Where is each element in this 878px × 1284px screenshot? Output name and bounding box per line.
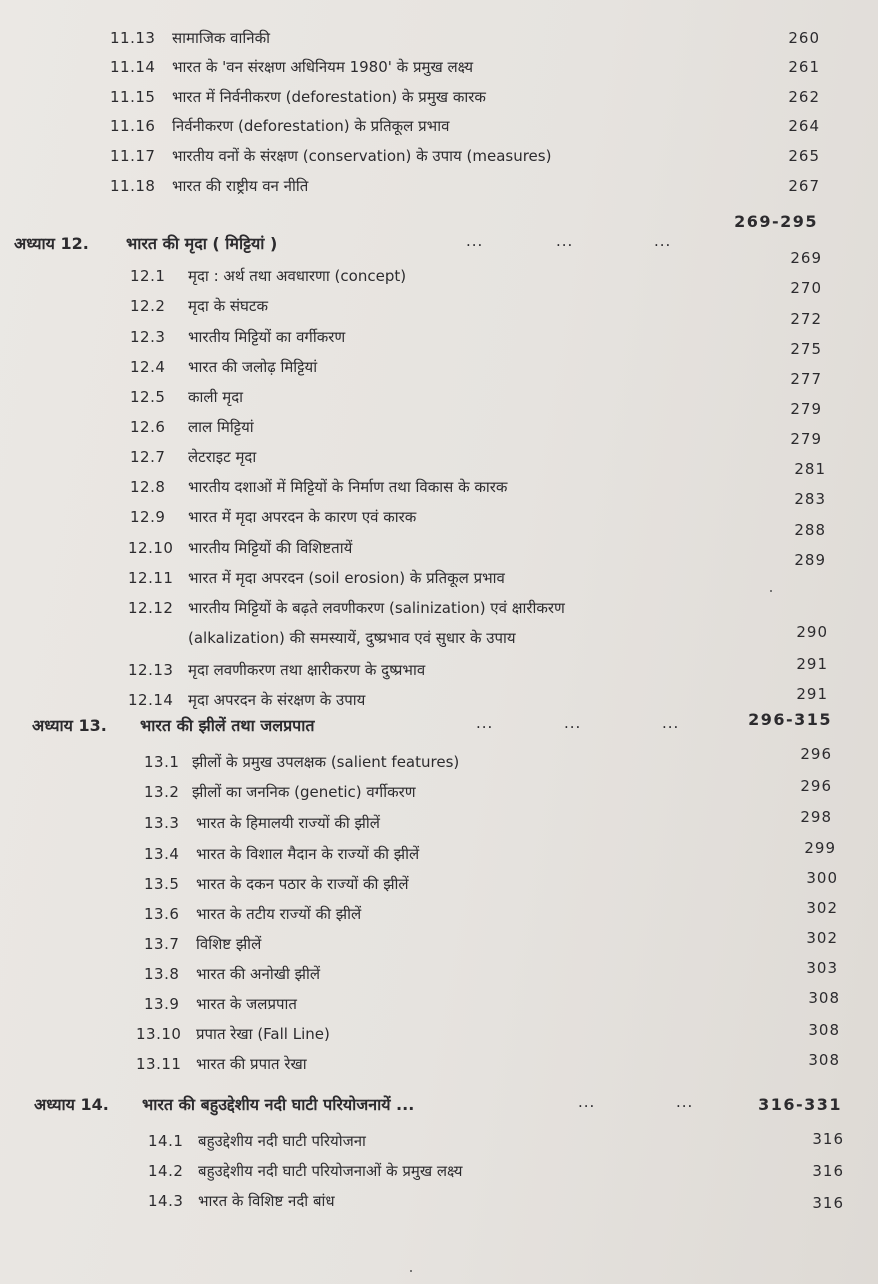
toc-entry (130, 310, 822, 351)
toc-entry (148, 1157, 844, 1185)
entry-title: झीलों के प्रमुख उपलक्षक (salient features) (192, 753, 460, 771)
entry-number: 11.18 (110, 177, 156, 195)
entry-page: 299 (804, 839, 836, 857)
entry-page: 279 (790, 400, 822, 418)
entry-title: भारत के विशाल मैदान के राज्यों की झीलें (196, 845, 420, 863)
entry-title: भारत की प्रपात रेखा (196, 1055, 307, 1073)
entry-title: बहुउद्देशीय नदी घाटी परियोजनाओं के प्रमुख लक्ष्य (198, 1162, 463, 1180)
entry-number: 12.5 (130, 388, 166, 406)
entry-title: भारत की अनोखी झीलें (196, 965, 321, 983)
toc-entry (110, 112, 820, 140)
entry-page: 272 (790, 310, 822, 328)
leader-dots: ... (556, 232, 574, 250)
toc-entry (144, 745, 832, 776)
toc-entry (144, 960, 838, 988)
entry-number: 12.12 (128, 599, 174, 617)
entry-number: 13.1 (144, 753, 180, 771)
entry-page: 302 (806, 929, 838, 947)
entry-page: 302 (806, 899, 838, 917)
toc-entry (130, 430, 822, 471)
entry-page: 308 (808, 1021, 840, 1039)
entry-page: 265 (788, 147, 820, 165)
entry-page: 267 (788, 177, 820, 195)
entry-number: 12.11 (128, 569, 174, 587)
toc-entry (130, 460, 826, 501)
leader-dots: ... (578, 1093, 596, 1111)
toc-entry (144, 990, 840, 1018)
entry-title: भारतीय वनों के संरक्षण (conservation) के उपाय (measures) (172, 147, 552, 165)
toc-entry (130, 370, 822, 411)
entry-number: 14.1 (148, 1132, 184, 1150)
entry-page: 296 (800, 777, 832, 795)
entry-title: मृदा लवणीकरण तथा क्षारीकरण के दुष्प्रभाव (188, 661, 426, 679)
entry-title: निर्वनीकरण (deforestation) के प्रतिकूल प्रभाव (172, 117, 450, 135)
entry-number: 11.16 (110, 117, 156, 135)
chapter-label: अध्याय 12. (14, 234, 89, 253)
entry-number: 12.7 (130, 448, 166, 466)
chapter-title: भारत की झीलें तथा जलप्रपात (140, 716, 315, 735)
leader-dots: ... (466, 232, 484, 250)
toc-entry (110, 24, 820, 52)
chapter-heading (34, 1091, 842, 1119)
entry-number: 12.2 (130, 297, 166, 315)
entry-page: 275 (790, 340, 822, 358)
entry-title: मृदा अपरदन के संरक्षण के उपाय (188, 691, 366, 709)
entry-number: 13.10 (136, 1025, 182, 1043)
chapter-pages: 269-295 (734, 212, 818, 231)
toc-entry (110, 53, 820, 81)
entry-page: 316 (812, 1162, 844, 1180)
entry-page: 283 (794, 490, 826, 508)
entry-number: 13.2 (144, 783, 180, 801)
toc-entry (144, 840, 836, 868)
entry-title: भारत के जलप्रपात (196, 995, 297, 1013)
entry-number: 13.11 (136, 1055, 182, 1073)
entry-page: 316 (812, 1194, 844, 1212)
print-speck (770, 590, 772, 592)
toc-entry (130, 249, 822, 290)
leader-dots: ... (476, 714, 494, 732)
entry-title: बहुउद्देशीय नदी घाटी परियोजना (198, 1132, 366, 1150)
entry-number: 12.10 (128, 539, 174, 557)
entry-page: 303 (806, 959, 838, 977)
entry-number: 12.8 (130, 478, 166, 496)
entry-number: 12.14 (128, 691, 174, 709)
entry-title: भारत के विशिष्ट नदी बांध (198, 1192, 335, 1210)
chapter-pages: 316-331 (758, 1095, 842, 1114)
entry-number: 13.5 (144, 875, 180, 893)
leader-dots: ... (654, 232, 672, 250)
entry-number: 12.13 (128, 661, 174, 679)
entry-page: 277 (790, 370, 822, 388)
entry-page: 298 (800, 808, 832, 826)
entry-page: 279 (790, 430, 822, 448)
toc-entry (144, 809, 832, 837)
chapter-title: भारत की मृदा ( मिट्टियां ) (126, 234, 278, 253)
entry-page: 308 (808, 1051, 840, 1069)
toc-entry (110, 142, 820, 170)
entry-number: 11.17 (110, 147, 156, 165)
toc-entry (110, 83, 820, 111)
entry-page: 308 (808, 989, 840, 1007)
entry-title: भारत के हिमालयी राज्यों की झीलें (196, 814, 380, 832)
entry-page: 270 (790, 279, 822, 297)
entry-number: 12.3 (130, 328, 166, 346)
entry-title: सामाजिक वानिकी (172, 29, 271, 47)
chapter-label: अध्याय 14. (34, 1095, 109, 1114)
toc-entry (128, 594, 828, 622)
entry-title: विशिष्ट झीलें (196, 935, 262, 953)
entry-page: 281 (794, 460, 826, 478)
entry-title: भारत में निर्वनीकरण (deforestation) के प्रमुख कारक (172, 88, 486, 106)
entry-page: 261 (788, 58, 820, 76)
entry-number: 12.6 (130, 418, 166, 436)
entry-number: 13.6 (144, 905, 180, 923)
toc-entry (128, 551, 826, 592)
entry-title: भारत के दकन पठार के राज्यों की झीलें (196, 875, 409, 893)
entry-title: भारतीय दशाओं में मिट्टियों के निर्माण तथा विकास के कारक (188, 478, 508, 496)
toc-entry (144, 870, 838, 898)
toc-entry (148, 1187, 844, 1215)
entry-title: भारत की राष्ट्रीय वन नीति (172, 177, 309, 195)
entry-number: 12.1 (130, 267, 166, 285)
entry-title: लेटराइट मृदा (188, 448, 257, 466)
entry-page: 290 (796, 623, 828, 641)
print-speck (410, 1270, 412, 1272)
toc-entry (128, 521, 826, 562)
entry-page: 262 (788, 88, 820, 106)
entry-number: 11.15 (110, 88, 156, 106)
entry-title: झीलों का जननिक (genetic) वर्गीकरण (192, 783, 416, 801)
entry-title: भारतीय मिट्टियों की विशिष्टतायें (188, 539, 353, 557)
entry-title: भारत में मृदा अपरदन (soil erosion) के प्रतिकूल प्रभाव (188, 569, 505, 587)
entry-number: 11.14 (110, 58, 156, 76)
entry-title: भारत के 'वन संरक्षण अधिनियम 1980' के प्रमुख लक्ष्य (172, 58, 474, 76)
entry-number: 13.3 (144, 814, 180, 832)
toc-entry (148, 1127, 844, 1155)
entry-page: 300 (806, 869, 838, 887)
entry-number: 12.4 (130, 358, 166, 376)
chapter-heading (14, 212, 818, 258)
entry-page: 291 (796, 655, 828, 673)
entry-title: लाल मिट्टियां (188, 418, 254, 436)
entry-number: 13.9 (144, 995, 180, 1013)
entry-number: 11.13 (110, 29, 156, 47)
chapter-label: अध्याय 13. (32, 716, 107, 735)
leader-dots: ... (662, 714, 680, 732)
entry-page: 291 (796, 685, 828, 703)
chapter-pages: 296-315 (748, 710, 832, 729)
toc-entry (128, 656, 828, 684)
entry-page: 288 (794, 521, 826, 539)
entry-title: भारतीय मिट्टियों का वर्गीकरण (188, 328, 346, 346)
entry-title: भारत के तटीय राज्यों की झीलें (196, 905, 362, 923)
entry-page: 260 (788, 29, 820, 47)
entry-page: 269 (790, 249, 822, 267)
entry-number: 14.3 (148, 1192, 184, 1210)
entry-title: मृदा : अर्थ तथा अवधारणा (concept) (188, 267, 407, 285)
toc-entry (130, 279, 822, 320)
entry-page: 289 (794, 551, 826, 569)
toc-entry-continuation (128, 624, 828, 652)
toc-entry (130, 340, 822, 381)
entry-page: 264 (788, 117, 820, 135)
entry-page: 296 (800, 745, 832, 763)
entry-number: 13.7 (144, 935, 180, 953)
entry-title: भारत की जलोढ़ मिट्टियां (188, 358, 318, 376)
toc-entry (144, 930, 838, 958)
chapter-heading (32, 712, 832, 740)
entry-title-continued: (alkalization) की समस्यायें, दुष्प्रभाव एवं सुधार के उपाय (188, 629, 516, 647)
entry-title: प्रपात रेखा (Fall Line) (196, 1025, 330, 1043)
entry-number: 14.2 (148, 1162, 184, 1180)
toc-entry (136, 1020, 840, 1048)
toc-entry (144, 778, 832, 806)
toc-entry (136, 1050, 840, 1078)
chapter-title: भारत की बहुउद्देशीय नदी घाटी परियोजनायें ... (142, 1095, 415, 1114)
entry-title: भारतीय मिट्टियों के बढ़ते लवणीकरण (salinization) एवं क्षारीकरण (188, 599, 565, 617)
toc-entry (144, 900, 838, 928)
entry-title: मृदा के संघटक (188, 297, 268, 315)
entry-title: भारत में मृदा अपरदन के कारण एवं कारक (188, 508, 417, 526)
leader-dots: ... (564, 714, 582, 732)
entry-title: काली मृदा (188, 388, 244, 406)
entry-number: 13.4 (144, 845, 180, 863)
toc-entry (110, 172, 820, 200)
entry-number: 13.8 (144, 965, 180, 983)
entry-number: 12.9 (130, 508, 166, 526)
entry-page: 316 (812, 1130, 844, 1148)
toc-entry (130, 490, 826, 531)
toc-entry (130, 400, 822, 441)
leader-dots: ... (676, 1093, 694, 1111)
